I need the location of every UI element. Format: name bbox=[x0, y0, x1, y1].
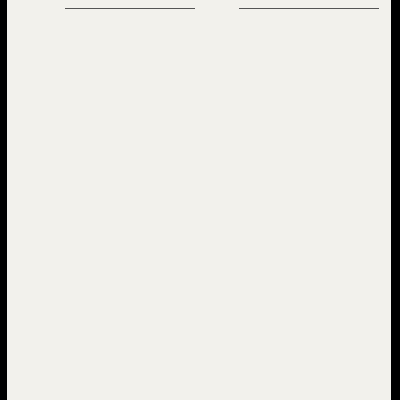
parent-line bbox=[17, 0, 387, 10]
parent-underline bbox=[65, 0, 195, 9]
address-underline bbox=[239, 0, 379, 9]
transcript-page bbox=[7, 0, 391, 400]
subject-header bbox=[18, 11, 125, 27]
